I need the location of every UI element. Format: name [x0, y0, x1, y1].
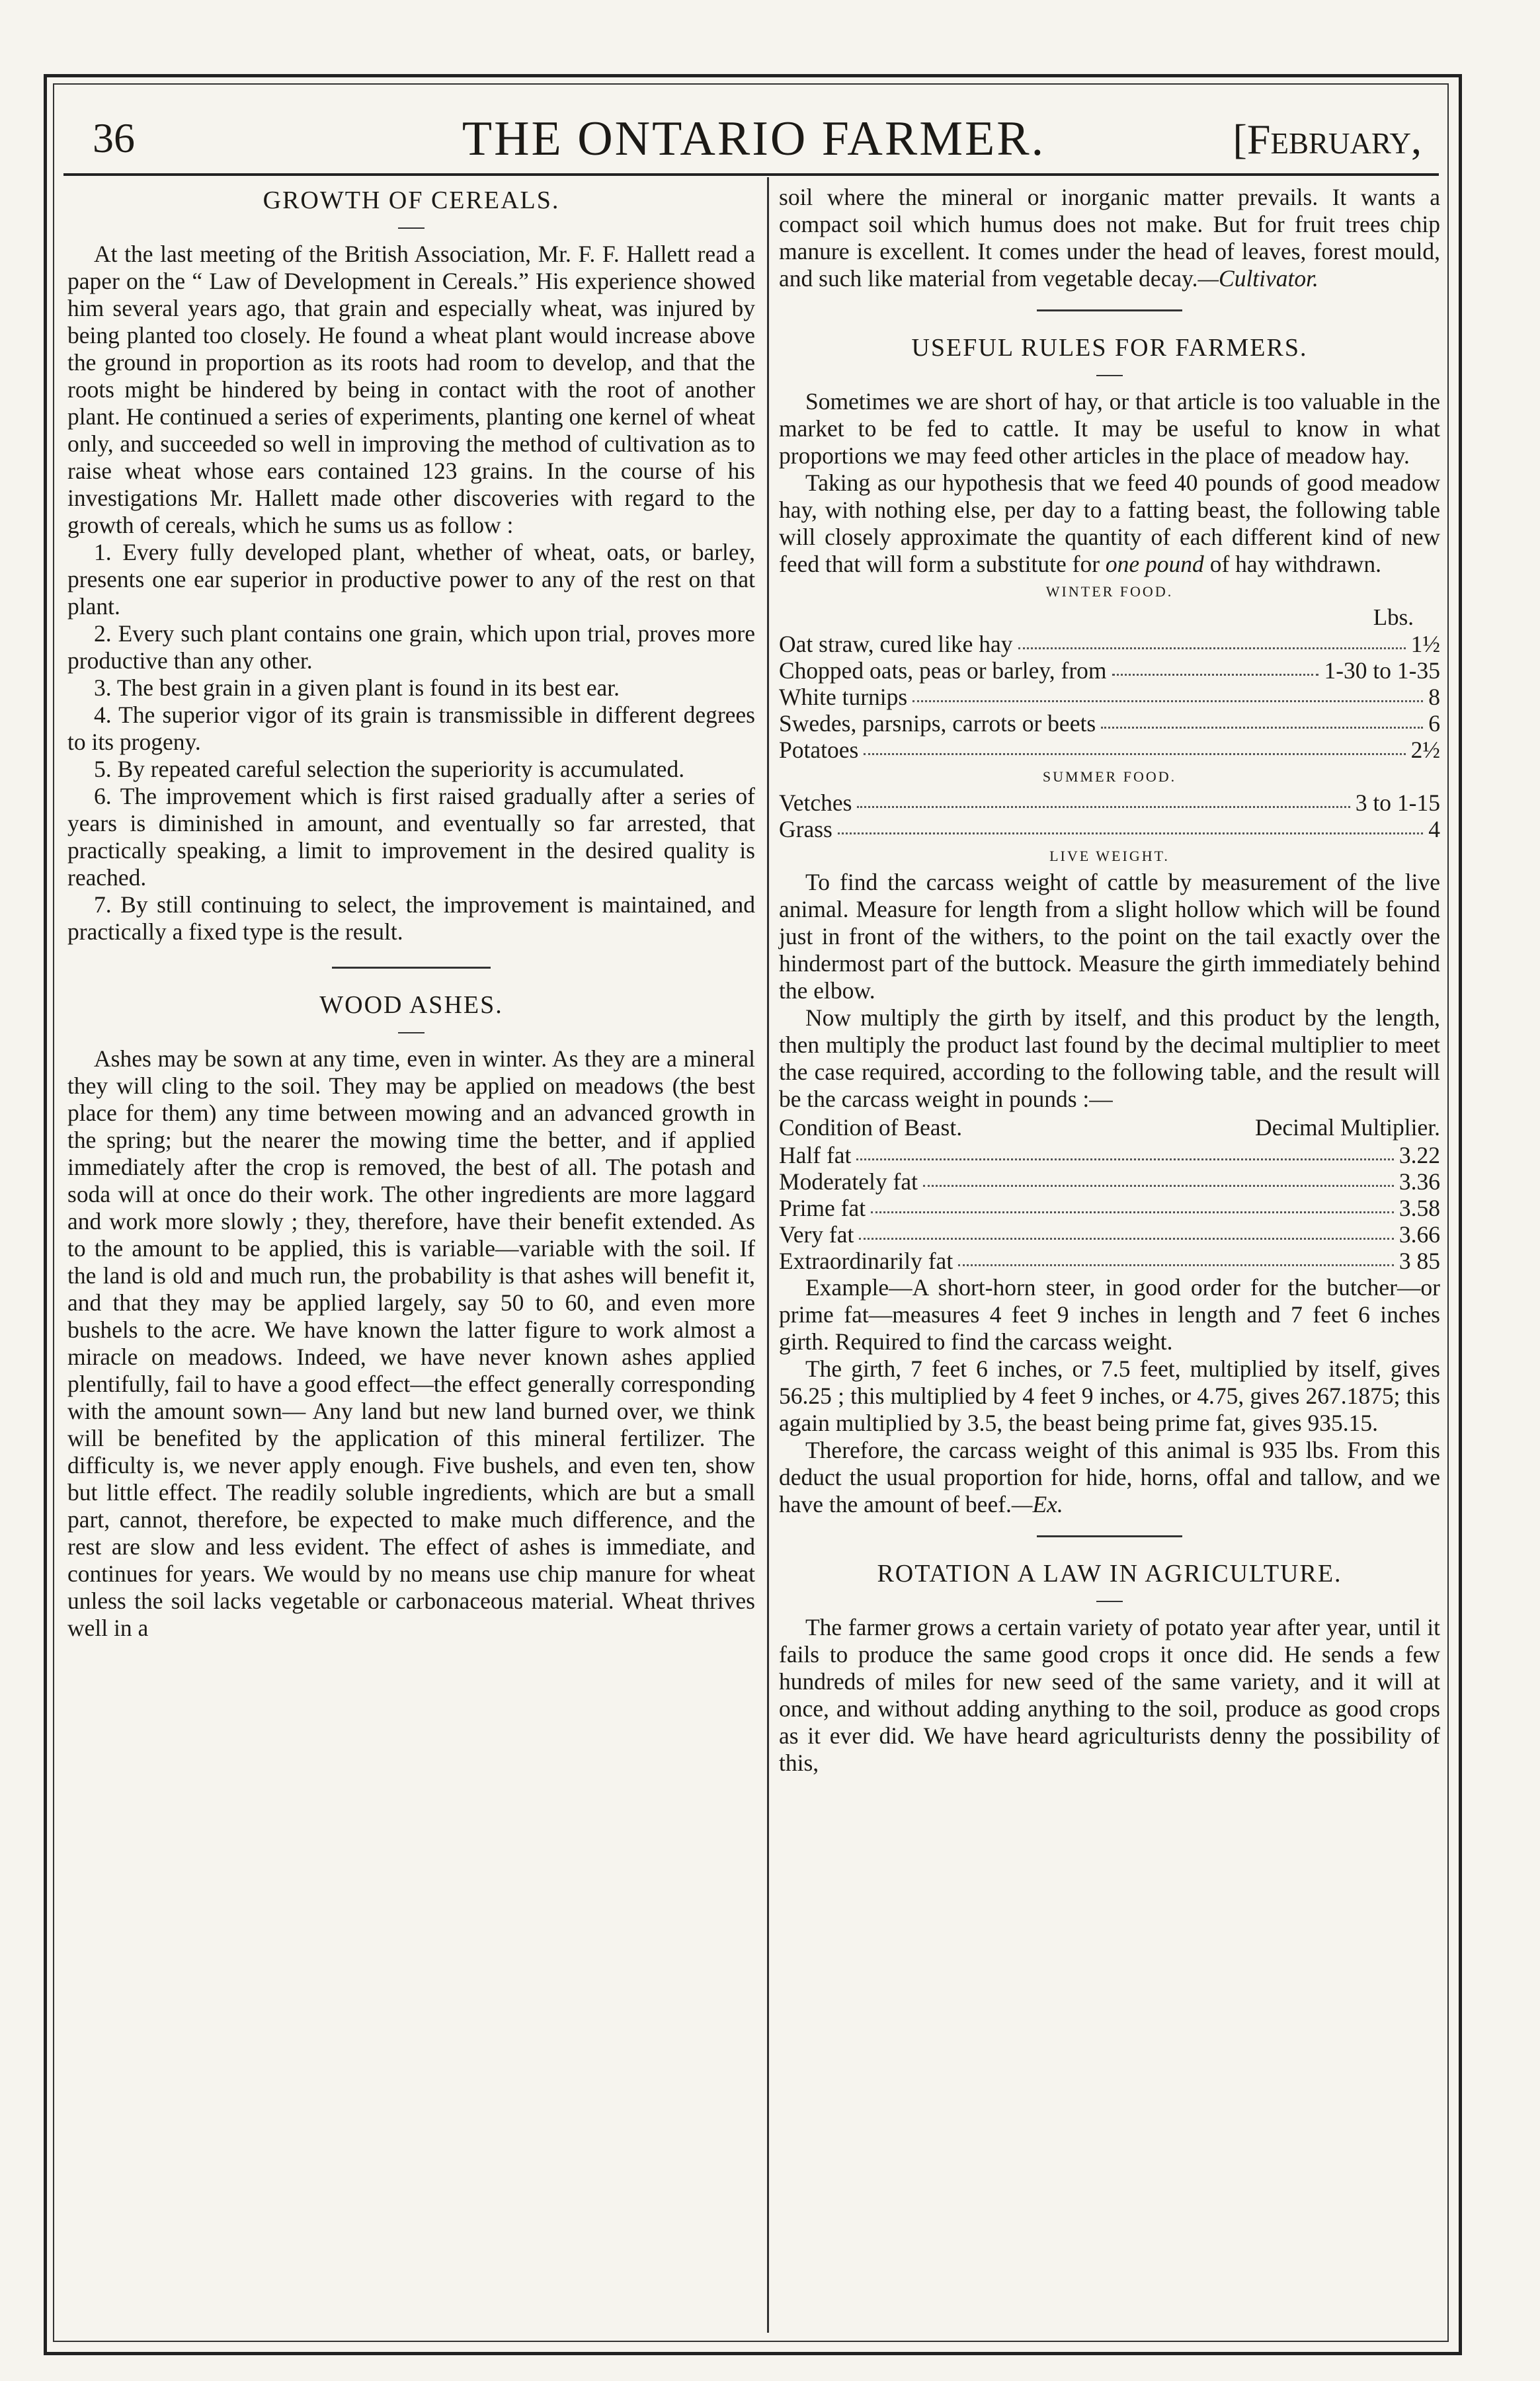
dot-leader — [1018, 631, 1406, 649]
article-paragraph: Sometimes we are short of hay, or that article is too valuable in the market to be fed to cattle. It may be useful to know in what proportions we may feed other articles in the place of meadow hay. — [779, 388, 1440, 469]
table-row — [779, 789, 1440, 816]
row-label: Moderately fat — [779, 1168, 918, 1195]
header-rule — [63, 173, 1439, 176]
article-paragraph: Now multiply the girth by itself, and this product by the length, then multiply the product last found by the decimal multiplier to meet the case required, according to the following table, and the result will be the carcass weight in pounds :— — [779, 1004, 1440, 1112]
numbered-rule: 4. The superior vigor of its grain is transmissible in different degrees to its progeny. — [67, 702, 755, 755]
short-rule — [398, 1032, 425, 1033]
row-label: Grass — [779, 816, 832, 842]
dot-leader — [856, 1142, 1393, 1160]
section-rule — [332, 967, 491, 969]
article-paragraph — [779, 1437, 1440, 1518]
row-value: 3.66 — [1398, 1221, 1440, 1248]
dot-leader — [958, 1248, 1394, 1266]
table-row — [779, 631, 1440, 657]
numbered-rule: 7. By still continuing to select, the improvement is maintained, and practically a fixed type is the result. — [67, 891, 755, 945]
table-subheading: WINTER FOOD. — [1045, 583, 1174, 600]
dot-leader — [923, 1168, 1394, 1187]
table-subheading: SUMMER FOOD. — [1042, 768, 1177, 785]
numbered-rule: 5. By repeated careful selection the superiority is accumulated. — [94, 756, 685, 782]
table-row — [779, 684, 1440, 710]
row-label: Oat straw, cured like hay — [779, 631, 1013, 657]
table-row — [779, 816, 1440, 842]
article-heading: WOOD ASHES. — [319, 991, 503, 1019]
table-row — [779, 737, 1440, 763]
row-label: Vetches — [779, 789, 852, 816]
row-label: Potatoes — [779, 737, 859, 763]
table-row — [779, 1221, 1440, 1248]
row-label: Extraordinarily fat — [779, 1248, 953, 1274]
source-credit: —Cultivator. — [1197, 265, 1318, 292]
paragraph-text: Taking as our hypothesis that we feed 40 pounds of good meadow hay, with nothing else, per day to a fatting beast, the following table will closely approximate the quantity of each different kind of new feed that will form a substitute for — [779, 469, 1440, 577]
article-heading: GROWTH OF CEREALS. — [263, 186, 560, 214]
short-rule — [1096, 375, 1123, 376]
row-value: 1½ — [1410, 631, 1440, 657]
table-row — [779, 1168, 1440, 1195]
section-rule — [1037, 1535, 1182, 1537]
row-value: 3.36 — [1398, 1168, 1440, 1195]
article-heading: ROTATION A LAW IN AGRICULTURE. — [877, 1560, 1342, 1588]
dot-leader — [838, 816, 1423, 834]
row-value: 3.22 — [1398, 1142, 1440, 1168]
article-paragraph: Ashes may be sown at any time, even in winter. As they are a mineral they will cling to the soil. They may be applied on meadows (the best place for them) any time between mowing and an advanced growth in the spring; but the nearer the mowing time the better, and if applied immediately after the crop is removed, the best of all. The potash and soda will at once do their work. The other ingredients are more laggard and work more slowly ; they, therefore, have their benefit extended. As to the amount to be applied, this is variable—variable with the soil. If the land is old and much run, the probability is that ashes will benefit it, and that they may be applied largely, say 50 to 60, and even more bushels to the acre. We have known the latter figure to work almost a miracle on meadows. Indeed, we have never known ashes applied plentifully, fail to have a good effect—the effect generally corresponding with the amount sown— Any land but new land burned over, we think will be benefited by the application of this mineral fertilizer. The difficulty is, we never apply enough. Five bushels, and even ten, show but little effect. The readily soluble ingredients, which are but a small part, cannot, therefore, be expected to make much difference, and the rest are slow and less evident. The effect of ashes is immediate, and continues for years. We would by no means use chip manure for wheat unless the soil lacks vegetable or carbonaceous material. Wheat thrives well in a — [67, 1045, 755, 1641]
numbered-rule: 2. Every such plant contains one grain, which upon trial, proves more productive than any other. — [67, 620, 755, 674]
article-paragraph-continued — [779, 184, 1440, 292]
row-label: Chopped oats, peas or barley, from — [779, 657, 1107, 684]
row-value: 3 to 1-15 — [1355, 789, 1440, 816]
row-label: Half fat — [779, 1142, 852, 1168]
article-paragraph — [779, 469, 1440, 578]
page-header — [73, 106, 1435, 179]
left-column — [67, 184, 755, 1642]
short-rule — [398, 227, 425, 229]
table-row — [779, 1195, 1440, 1221]
row-label: White turnips — [779, 684, 908, 710]
article-paragraph: The farmer grows a certain variety of potato year after year, until it fails to produce the same good crops it once did. He sends a few hundreds of miles for new seed of the same variety, and it will at once, and without adding anything to the soil, produce as good crops as it ever did. We have heard agriculturists denny the possibility of this, — [779, 1614, 1440, 1776]
numbered-rule: 3. The best grain in a given plant is found in its best ear. — [94, 674, 620, 701]
dot-leader — [864, 737, 1405, 755]
row-value: 3.58 — [1398, 1195, 1440, 1221]
row-value: 6 — [1428, 710, 1440, 737]
table-header — [779, 1113, 1440, 1142]
dot-leader — [871, 1195, 1394, 1213]
row-label: Swedes, parsnips, carrots or beets — [779, 710, 1096, 737]
unit-label: Lbs. — [1373, 604, 1414, 630]
table-row — [779, 1248, 1440, 1274]
article-paragraph: Example—A short-horn steer, in good order for the butcher—or prime fat—measures 4 feet 9 inches in length and 7 feet 6 inches girth. Required to find the carcass weight. — [779, 1274, 1440, 1355]
page-number: 36 — [93, 114, 135, 161]
row-label: Very fat — [779, 1221, 854, 1248]
numbered-rule: 1. Every fully developed plant, whether of wheat, oats, or barley, presents one ear superior in productive power to any of the rest on that plant. — [67, 539, 755, 620]
numbered-rule: 6. The improvement which is first raised gradually after a series of years is diminished in amount, and eventually so far arrested, that practically speaking, a limit to improvement in the desired quality is reached. — [67, 783, 755, 891]
paragraph-text: Therefore, the carcass weight of this animal is 935 lbs. From this deduct the usual proportion for hide, horns, offal and tallow, and we have the amount of beef. — [779, 1437, 1440, 1517]
short-rule — [1096, 1601, 1123, 1602]
right-column — [779, 184, 1440, 1777]
dot-leader — [1101, 710, 1423, 729]
row-value: 4 — [1428, 816, 1440, 842]
table-subheading: LIVE WEIGHT. — [1049, 848, 1170, 864]
column-header: Condition of Beast. — [779, 1114, 963, 1141]
paragraph-text: of hay withdrawn. — [1203, 551, 1381, 577]
column-header: Decimal Multiplier. — [1255, 1114, 1440, 1141]
article-heading: USEFUL RULES FOR FARMERS. — [911, 334, 1308, 362]
table-row — [779, 657, 1440, 684]
table-row — [779, 710, 1440, 737]
source-credit: —Ex. — [1011, 1491, 1063, 1517]
article-paragraph: The girth, 7 feet 6 inches, or 7.5 feet, multiplied by itself, gives 56.25 ; this multiplied by 4 feet 9 inches, or 4.75, gives 267.1875; this again multiplied by 3.5, the beast being prime fat, gives 935.15. — [779, 1355, 1440, 1436]
dot-leader — [859, 1221, 1394, 1240]
emphasis-text: one pound — [1105, 551, 1204, 577]
issue-month: [February, — [1233, 116, 1422, 163]
masthead-title: THE ONTARIO FARMER. — [462, 112, 1046, 166]
section-rule — [1037, 309, 1182, 311]
continued-text: soil where the mineral or inorganic matter prevails. It wants a compact soil which humus does not make. But for fruit trees chip manure is excellent. It comes under the head of leaves, forest mould, and such like material from vegetable decay. — [779, 184, 1440, 292]
row-value: 1-30 to 1-35 — [1324, 657, 1440, 684]
article-paragraph: At the last meeting of the British Association, Mr. F. F. Hallett read a paper on the “ Law of Development in Cereals.” His experience showed him several years ago, that grain and especially wheat, was injured by being planted too closely. He found a wheat plant would increase above the ground in proportion as its roots had room to develop, and that the roots might be hindered by being in contact with the root of another plant. He continued a series of experiments, planting one kernel of wheat only, and succeeded so well in improving the method of cultivation as to raise wheat whose ears contained 123 grains. In the course of his investigations Mr. Hallett made other discoveries with regard to the growth of cereals, which he sums us as follow : — [67, 241, 755, 538]
row-value: 2½ — [1410, 737, 1440, 763]
article-paragraph: To find the carcass weight of cattle by measurement of the live animal. Measure for length from a slight hollow which will be found just in front of the withers, to the point on the tail exactly over the hindermost part of the buttock. Measure the girth immediately behind the elbow. — [779, 869, 1440, 1004]
dot-leader — [912, 684, 1423, 702]
dot-leader — [1112, 657, 1319, 676]
row-value: 3 85 — [1398, 1248, 1440, 1274]
table-row — [779, 1142, 1440, 1168]
dot-leader — [857, 789, 1350, 808]
row-value: 8 — [1428, 684, 1440, 710]
row-label: Prime fat — [779, 1195, 866, 1221]
column-divider — [767, 177, 769, 2333]
